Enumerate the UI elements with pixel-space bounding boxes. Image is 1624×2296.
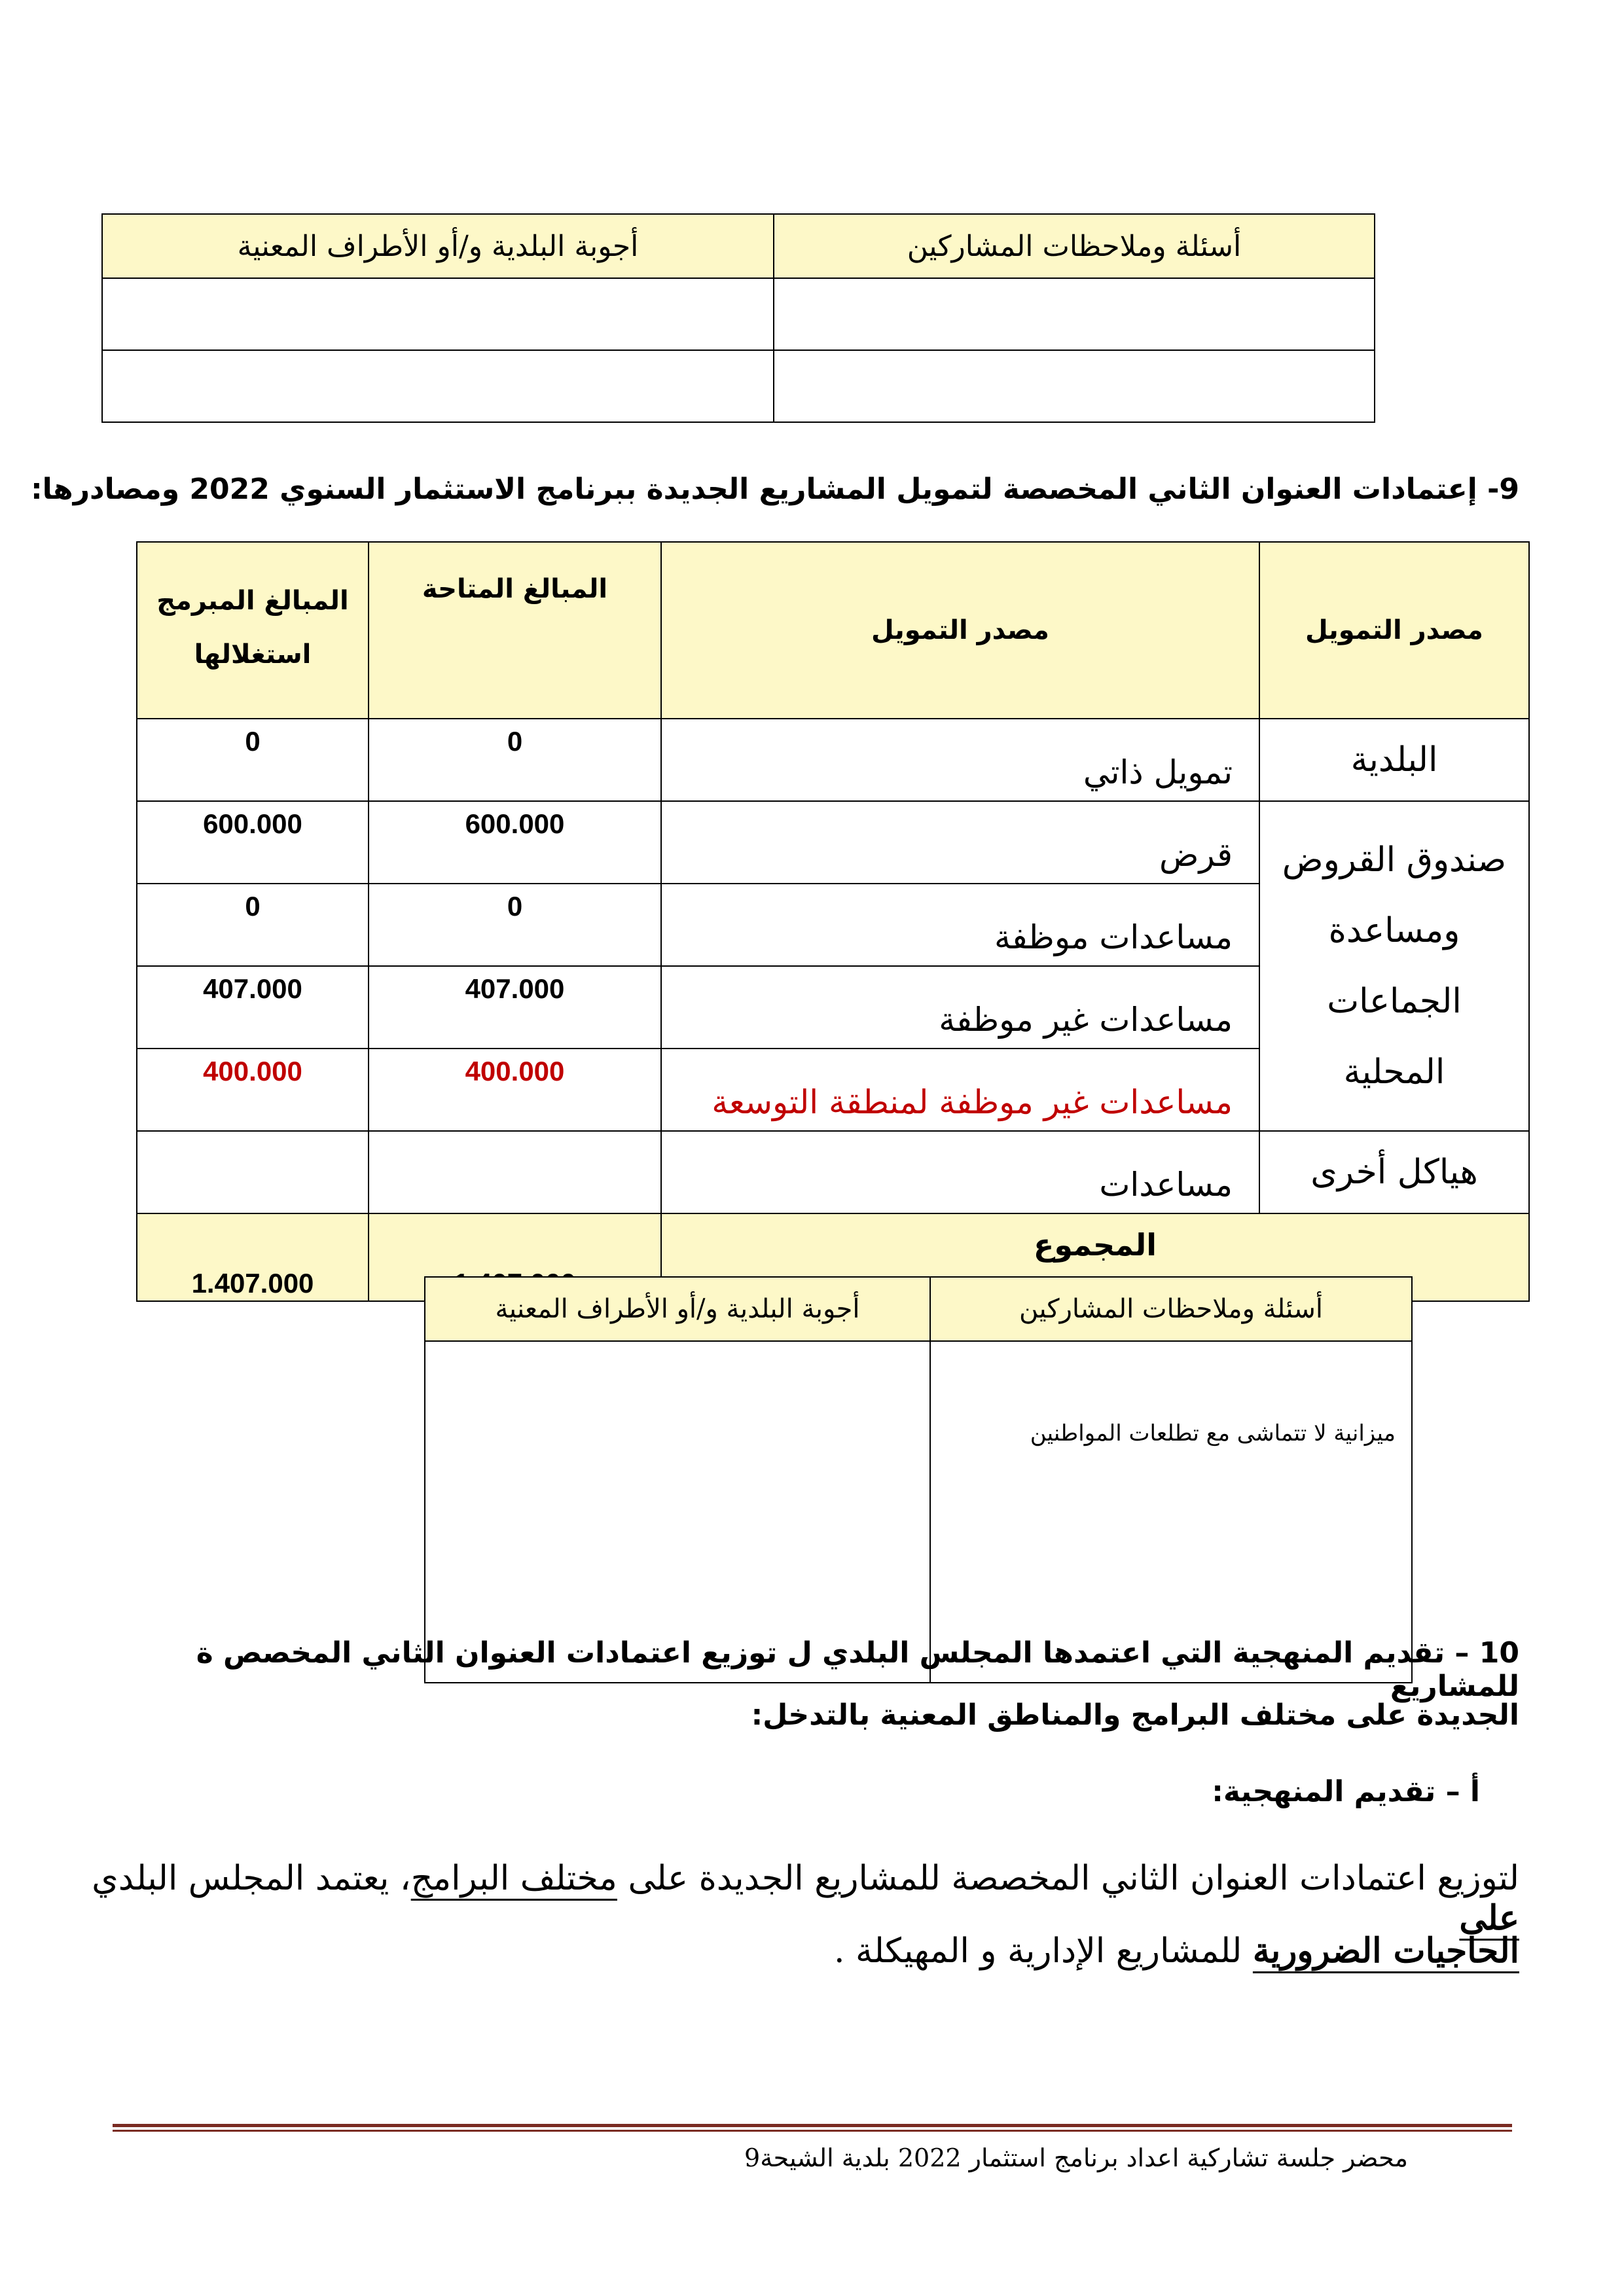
row-available: 400.000 <box>369 1049 661 1131</box>
row-label: مساعدات موظفة <box>661 884 1259 966</box>
row-programmed: 400.000 <box>137 1049 369 1131</box>
text-span: لتوزيع اعتمادات العنوان الثاني المخصصة للمشاريع الجديدة على <box>617 1859 1519 1898</box>
qa-header-questions: أسئلة وملاحظات المشاركين <box>930 1277 1412 1341</box>
qa-header-answers: أجوبة البلدية و/أو الأطراف المعنية <box>102 214 774 278</box>
text-span-bold: على <box>1459 1898 1519 1938</box>
funding-table <box>136 541 1530 1302</box>
table-row <box>137 719 1529 801</box>
row-label: قرض <box>661 801 1259 884</box>
text-span-underlined: مختلف البرامج <box>410 1859 617 1898</box>
methodology-paragraph-cont <box>79 1931 1519 1971</box>
total-label: المجموع <box>661 1213 1529 1301</box>
row-label: مساعدات <box>661 1131 1259 1213</box>
row-programmed: 600.000 <box>137 801 369 884</box>
qa-header-questions: أسئلة وملاحظات المشاركين <box>774 214 1375 278</box>
methodology-paragraph <box>79 1859 1519 1938</box>
header-programmed: المبالغ المبرمج استغلالها <box>137 542 369 719</box>
table-row <box>137 1131 1529 1213</box>
qa-remark: ميزانية لا تتماشى مع تطلعات المواطنين <box>930 1341 1412 1683</box>
text-span: ، يعتمد المجلس البلدي <box>92 1859 411 1898</box>
qa-header-answers: أجوبة البلدية و/أو الأطراف المعنية <box>425 1277 930 1341</box>
qa-cell <box>102 278 774 350</box>
footer-divider <box>113 2130 1512 2132</box>
header-source-detail: مصدر التمويل <box>661 542 1259 719</box>
row-label: مساعدات غير موظفة لمنطقة التوسعة <box>661 1049 1259 1131</box>
row-available: 0 <box>369 884 661 966</box>
qa-cell <box>102 350 774 422</box>
row-available: 0 <box>369 719 661 801</box>
group-fund: صندوق القروض ومساعدة الجماعات المحلية <box>1259 801 1529 1131</box>
row-programmed: 0 <box>137 719 369 801</box>
qa-table-top <box>101 213 1375 423</box>
text-span: للمشاريع الإدارية و المهيكلة . <box>834 1931 1253 1971</box>
row-programmed <box>137 1131 369 1213</box>
row-programmed: 0 <box>137 884 369 966</box>
row-label: مساعدات غير موظفة <box>661 966 1259 1049</box>
group-municipality: البلدية <box>1259 719 1529 801</box>
footer-divider <box>113 2124 1512 2127</box>
section-10-heading: 10 – تقديم المنهجية التي اعتمدها المجلس البلدي ل توزيع اعتمادات العنوان الثاني المخصص ة للمشاريع <box>196 1636 1519 1703</box>
qa-table-bottom <box>424 1276 1413 1683</box>
qa-cell <box>774 350 1375 422</box>
header-source: مصدر التمويل <box>1259 542 1529 719</box>
row-label: تمويل ذاتي <box>661 719 1259 801</box>
page-footer: محضر جلسة تشاركية اعداد برنامج استثمار 2022 بلدية الشيحة9 <box>744 2144 1408 2172</box>
total-programmed: 1.407.000 <box>137 1213 369 1301</box>
qa-cell <box>425 1341 930 1683</box>
text-span-bold: الحاجيات الضرورية <box>1252 1931 1519 1971</box>
row-programmed: 407.000 <box>137 966 369 1049</box>
section-9-heading: 9- إعتمادات العنوان الثاني المخصصة لتمويل المشاريع الجديدة ببرنامج الاستثمار السنوي 2022 ومصادرها: <box>31 473 1519 506</box>
row-available: 407.000 <box>369 966 661 1049</box>
section-10-heading-cont: الجديدة على مختلف البرامج والمناطق المعنية بالتدخل: <box>751 1698 1519 1732</box>
header-available: المبالغ المتاحة <box>369 542 661 719</box>
group-other: هياكل أخرى <box>1259 1131 1529 1213</box>
subheading-methodology: أ – تقديم المنهجية: <box>1212 1775 1480 1808</box>
table-row <box>137 801 1529 884</box>
qa-cell <box>774 278 1375 350</box>
row-available <box>369 1131 661 1213</box>
row-available: 600.000 <box>369 801 661 884</box>
total-available: 1.407.000 <box>369 1213 661 1301</box>
